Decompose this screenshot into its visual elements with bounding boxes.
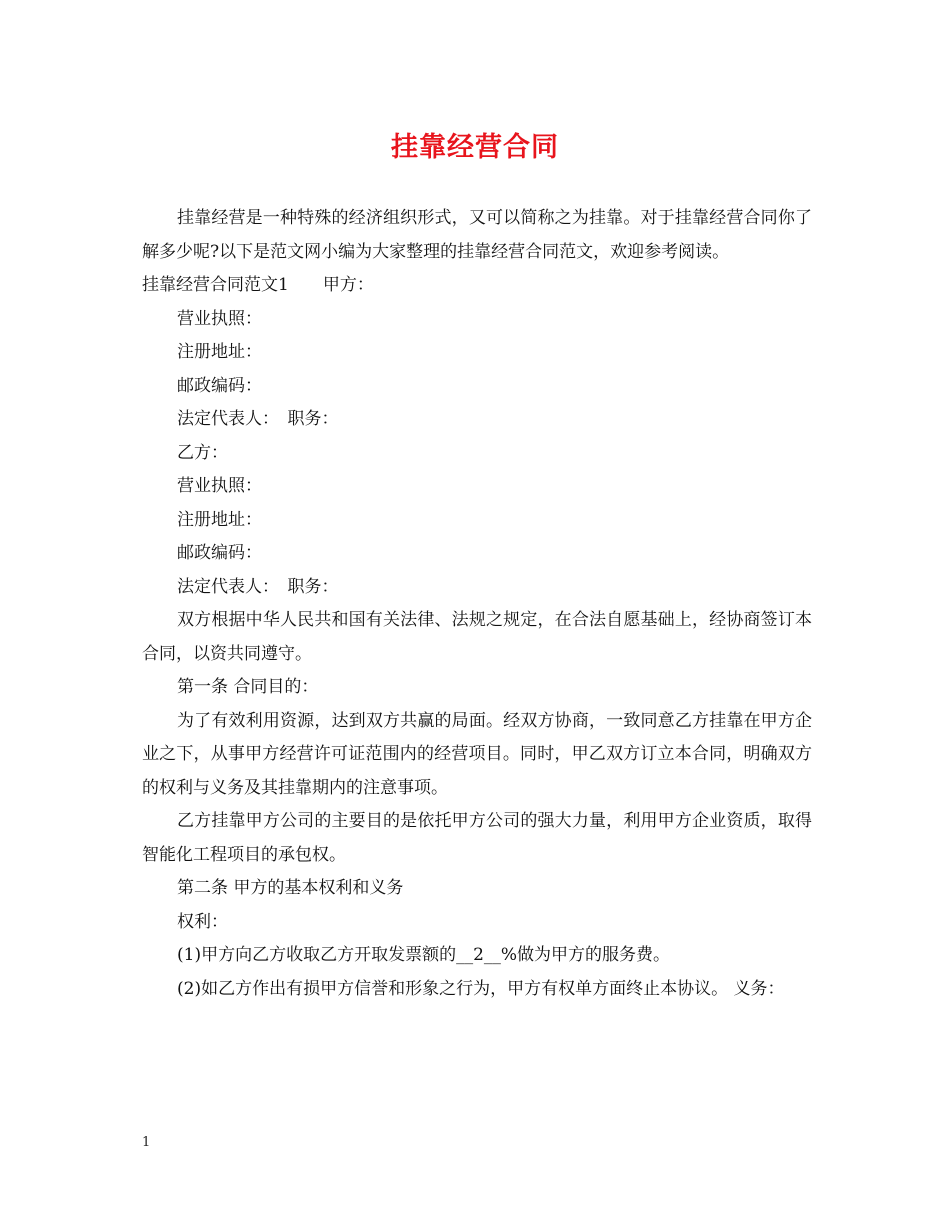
rights-label: 权利： — [177, 911, 228, 932]
party-b-license: 营业执照： — [177, 476, 262, 496]
article1-title: 第一条 合同目的： — [177, 677, 319, 697]
party-b-address: 注册地址： — [177, 509, 262, 530]
preamble-paragraph: 双方根据中华人民共和国有关法律、法规之规定，在合法自愿基础上，经协商签订本合同，以资共同遵守。 — [142, 610, 812, 664]
article2-title: 第二条 甲方的基本权利和义务 — [177, 878, 404, 898]
page-number: 1 — [142, 1135, 151, 1150]
party-a-address: 注册地址： — [177, 342, 262, 362]
right-item-2: (2)如乙方作出有损甲方信誉和形象之行为，甲方有权单方面终止本协议。 义务： — [177, 978, 785, 999]
party-a-rep: 法定代表人： 职务： — [177, 409, 339, 429]
party-b-label: 乙方： — [177, 442, 228, 463]
intro-paragraph: 挂靠经营是一种特殊的经济组织形式，又可以简称之为挂靠。对于挂靠经营合同你了解多少呢?以下是范文网小编为大家整理的挂靠经营合同范文，欢迎参考阅读。 — [142, 208, 812, 262]
party-b-postcode: 邮政编码： — [177, 543, 262, 563]
party-a-license: 营业执照： — [177, 308, 262, 329]
document-body — [142, 202, 812, 1006]
document-title: 挂靠经营合同 — [391, 132, 559, 163]
right-item-1: (1)甲方向乙方收取乙方开取发票额的__2__%做为甲方的服务费。 — [177, 945, 671, 965]
article1-paragraph2: 乙方挂靠甲方公司的主要目的是依托甲方公司的强大力量，利用甲方企业资质，取得智能化工程项目的承包权。 — [142, 811, 812, 865]
party-a-postcode: 邮政编码： — [177, 375, 262, 396]
sample-heading: 挂靠经营合同范文1 甲方： — [142, 275, 374, 295]
party-b-rep: 法定代表人： 职务： — [177, 576, 339, 597]
article1-paragraph1: 为了有效利用资源，达到双方共赢的局面。经双方协商，一致同意乙方挂靠在甲方企业之下，从事甲方经营许可证范围内的经营项目。同时，甲乙双方订立本合同，明确双方的权利与义务及其挂靠期内的注意事项。 — [142, 710, 812, 798]
